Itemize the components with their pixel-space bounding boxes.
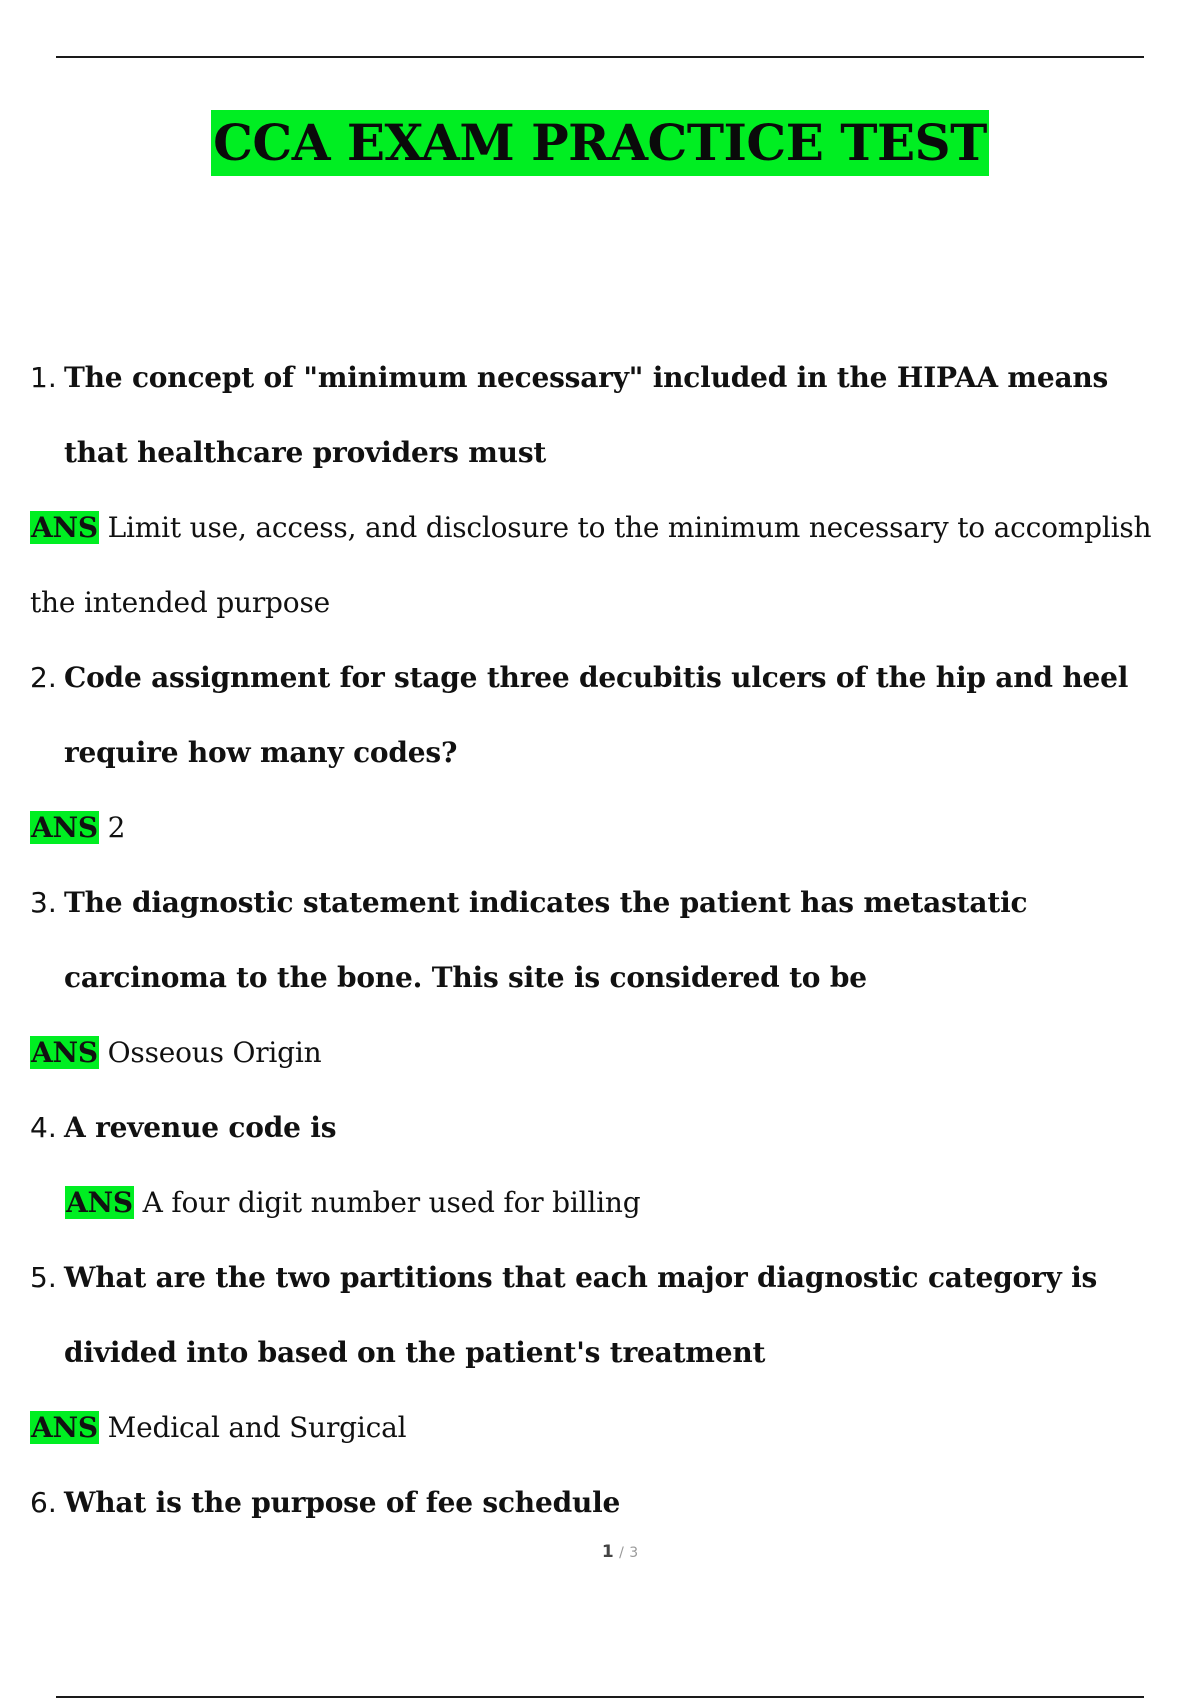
question-list bbox=[30, 340, 1180, 1540]
answer-label: ANS bbox=[31, 1036, 98, 1069]
question-row bbox=[30, 1240, 1180, 1390]
question-row bbox=[30, 640, 1180, 790]
question-number: 4. bbox=[30, 1111, 57, 1144]
answer-label: ANS bbox=[31, 811, 98, 844]
question-item-4 bbox=[30, 1090, 1180, 1240]
question-row bbox=[30, 865, 1180, 1015]
question-number: 6. bbox=[30, 1486, 57, 1519]
question-text: A revenue code is bbox=[64, 1111, 337, 1144]
page-indicator bbox=[0, 1542, 1200, 1562]
question-row bbox=[30, 1465, 1180, 1540]
top-divider bbox=[56, 56, 1144, 58]
answer-row bbox=[30, 490, 1180, 640]
question-item-3 bbox=[30, 865, 1180, 1090]
question-text: What is the purpose of fee schedule bbox=[64, 1486, 621, 1519]
question-row bbox=[30, 340, 1180, 490]
bottom-divider bbox=[56, 1696, 1144, 1698]
question-number: 5. bbox=[30, 1261, 57, 1294]
answer-text: A four digit number used for billing bbox=[142, 1186, 641, 1219]
current-page: 1 bbox=[601, 1542, 614, 1562]
answer-label: ANS bbox=[66, 1186, 133, 1219]
answer-label: ANS bbox=[31, 511, 98, 544]
answer-row bbox=[30, 1015, 1180, 1090]
page-title: CCA EXAM PRACTICE TEST bbox=[211, 110, 989, 176]
question-item-1 bbox=[30, 340, 1180, 640]
question-row bbox=[30, 1090, 1180, 1165]
question-item-5 bbox=[30, 1240, 1180, 1465]
answer-row bbox=[30, 1390, 1180, 1465]
question-number: 1. bbox=[30, 361, 57, 394]
question-text: Code assignment for stage three decubitis ulcers of the hip and heel require how many codes? bbox=[64, 661, 1129, 769]
page-separator: / bbox=[619, 1545, 624, 1561]
question-number: 2. bbox=[30, 661, 57, 694]
question-text: The concept of "minimum necessary" included in the HIPAA means that healthcare providers must bbox=[64, 361, 1109, 469]
answer-text: Osseous Origin bbox=[107, 1036, 322, 1069]
question-item-6 bbox=[30, 1465, 1180, 1540]
question-number: 3. bbox=[30, 886, 57, 919]
question-text: What are the two partitions that each major diagnostic category is divided into based on the patient's treatment bbox=[64, 1261, 1098, 1369]
answer-text: Limit use, access, and disclosure to the minimum necessary to accomplish the intended purpose bbox=[30, 511, 1152, 619]
answer-label: ANS bbox=[31, 1411, 98, 1444]
answer-text: 2 bbox=[107, 811, 126, 844]
question-item-2 bbox=[30, 640, 1180, 865]
title-container bbox=[0, 110, 1200, 176]
answer-row bbox=[30, 1165, 1180, 1240]
question-text: The diagnostic statement indicates the patient has metastatic carcinoma to the bone. This site is considered to be bbox=[64, 886, 1028, 994]
total-pages: 3 bbox=[629, 1545, 639, 1561]
answer-text: Medical and Surgical bbox=[107, 1411, 407, 1444]
answer-row bbox=[30, 790, 1180, 865]
